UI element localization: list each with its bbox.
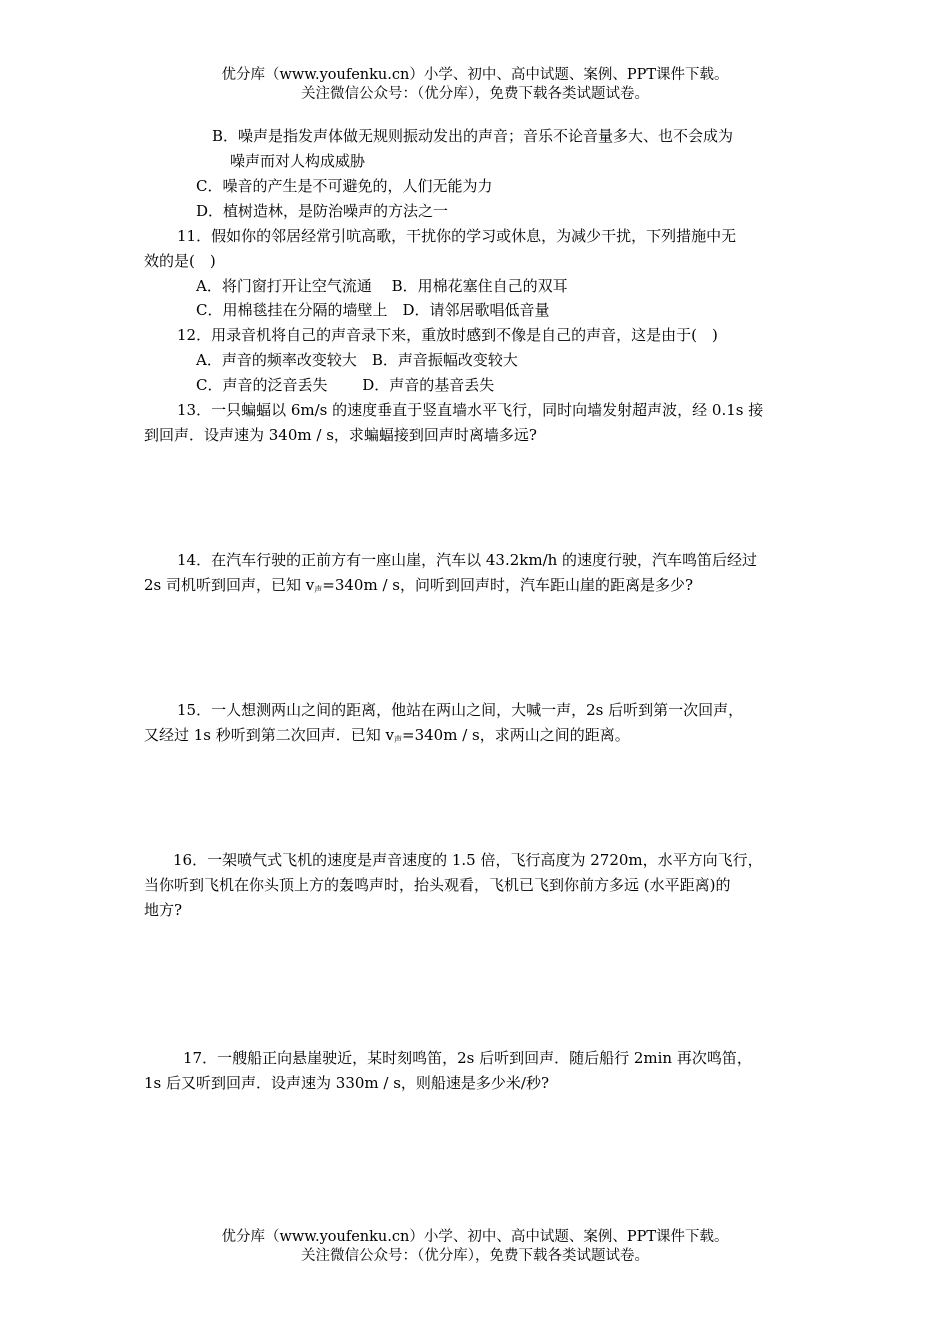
- q16-line2: 当你听到飞机在你头顶上方的轰鸣声时，抬头观看，飞机已飞到你前方多远 (水平距离)的: [144, 876, 731, 894]
- q12-options-row2: C．声音的泛音丢失 D．声音的基音丢失: [196, 376, 495, 394]
- q15-subscript-sound: 声: [394, 735, 403, 744]
- q15-line2: 又经过 1s 秒听到第二次回声．已知 $v_声=340m / s$，求两山之间的距离。: [144, 726, 630, 744]
- q11-stem-line1: 11．假如你的邻居经常引吭高歌，干扰你的学习或休息，为减少干扰，下列措施中无: [177, 227, 737, 245]
- q12-stem: 12．用录音机将自己的声音录下来，重放时感到不像是自己的声音，这是由于( ): [177, 326, 718, 344]
- q17-line1: 17．一艘船正向悬崖驶近，某时刻鸣笛，2s 后听到回声．随后船行 2min 再次鸣笛，: [183, 1049, 752, 1067]
- page-footer-line1: 优分库（www.youfenku.cn）小学、初中、高中试题、案例、PPT课件下载。: [221, 1229, 729, 1245]
- q11-options-row1: A．将门窗打开让空气流通 B．用棉花塞住自己的双耳: [196, 277, 568, 295]
- page-header-line1: 优分库（www.youfenku.cn）小学、初中、高中试题、案例、PPT课件下载。: [221, 67, 729, 83]
- q17-line2: 1s 后又听到回声．设声速为 330m / s，则船速是多少米/秒?: [144, 1074, 550, 1092]
- q11-options-row2: C．用棉毯挂在分隔的墙壁上 D．请邻居歌唱低音量: [196, 301, 550, 319]
- page-footer-line2: 关注微信公众号：（优分库），免费下载各类试题试卷。: [301, 1248, 649, 1264]
- q14-line2: 2s 司机听到回声，已知 $v_声=340m / s$，问听到回声时，汽车距山崖的距离是多少?: [144, 576, 694, 594]
- q10-option-c: C．噪音的产生是不可避免的，人们无能为力: [196, 177, 493, 195]
- q15-line1: 15．一人想测两山之间的距离，他站在两山之间，大喊一声，2s 后听到第一次回声，: [177, 701, 744, 719]
- q14-line1: 14．在汽车行驶的正前方有一座山崖，汽车以 43.2km/h 的速度行驶，汽车鸣笛后经过: [177, 551, 758, 569]
- q10-option-d: D．植树造林，是防治噪声的方法之一: [196, 202, 449, 220]
- q12-options-row1: A．声音的频率改变较大 B．声音振幅改变较大: [196, 351, 518, 369]
- q16-line3: 地方?: [144, 901, 183, 919]
- q10-option-b-line1: B．噪声是指发声体做无规则振动发出的声音；音乐不论音量多大、也不会成为: [212, 127, 734, 145]
- q10-option-b-line2: 噪声而对人构成威胁: [230, 152, 366, 170]
- q16-line1: 16．一架喷气式飞机的速度是声音速度的 1.5 倍，飞行高度为 2720m，水平方向飞行，: [173, 851, 763, 869]
- q11-stem-line2: 效的是( ): [144, 252, 216, 270]
- q14-subscript-sound: 声: [314, 585, 323, 594]
- page-header-line2: 关注微信公众号：（优分库），免费下载各类试题试卷。: [301, 86, 649, 102]
- q13-line1: 13．一只蝙蝠以 6m/s 的速度垂直于竖直墙水平飞行，同时向墙发射超声波，经 0.1s 接: [177, 401, 764, 419]
- q13-line2: 到回声．设声速为 340m / s，求蝙蝠接到回声时离墙多远?: [144, 426, 537, 444]
